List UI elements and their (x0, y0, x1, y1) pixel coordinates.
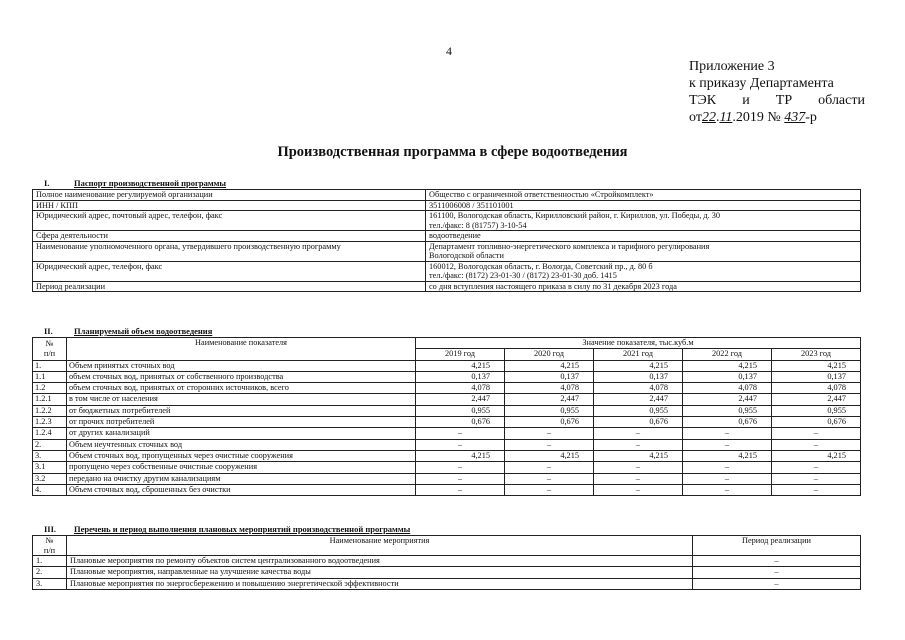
row-number: 1.2 (33, 383, 67, 394)
appendix-line-2: к приказу Департамента (689, 76, 834, 91)
row-name: от других канализаций (67, 428, 416, 439)
row-value: – (772, 428, 861, 439)
table-row (33, 371, 861, 382)
row-value: – (505, 473, 594, 484)
passport-label: ИНН / КПП (33, 200, 426, 211)
passport-value (426, 281, 861, 292)
row-name: передано на очистку другим канализациям (67, 473, 416, 484)
col-value-header: Значение показателя, тыс.куб.м (416, 338, 861, 349)
row-value: – (594, 473, 683, 484)
table-row (33, 556, 861, 567)
row-value: – (772, 473, 861, 484)
section-title: Планируемый объем водоотведения (74, 326, 213, 336)
row-value: – (772, 484, 861, 495)
row-value: 2,447 (416, 394, 505, 405)
row-value: 0,955 (772, 405, 861, 416)
order-number: 437 (784, 110, 806, 125)
row-number: 1.2.3 (33, 417, 67, 428)
passport-value-line: 161100, Вологодская область, Кирилловский район, г. Кириллов, ул. Победы, д. 30 (429, 211, 721, 220)
row-value: 0,676 (594, 417, 683, 428)
row-number: 3.1 (33, 462, 67, 473)
col-num-header: № п/п (33, 536, 67, 556)
passport-row (33, 241, 861, 261)
passport-row (33, 231, 861, 242)
row-value: – (772, 462, 861, 473)
row-number: 3. (33, 450, 67, 461)
row-value: – (594, 428, 683, 439)
table-row (33, 578, 861, 589)
section-title: Перечень и период выполнения плановых мероприятий производственной программы (74, 524, 411, 534)
row-value: – (683, 484, 772, 495)
passport-value-line: Общество с ограниченной ответственностью «Стройкомплект» (429, 190, 654, 199)
row-name: Объем сточных вод, сброшенных без очистки (67, 484, 416, 495)
passport-table (32, 189, 861, 292)
table-row (33, 484, 861, 495)
passport-label: Юридический адрес, почтовый адрес, телефон, факс (33, 211, 426, 231)
date-day: 22 (701, 110, 716, 125)
appendix-header (689, 58, 865, 126)
passport-value (426, 241, 861, 261)
year-header: 2020 год (505, 349, 594, 360)
appendix-word: области (818, 93, 865, 108)
row-number: 4. (33, 484, 67, 495)
row-value: 4,215 (416, 360, 505, 371)
table-row (33, 462, 861, 473)
passport-value-line: Вологодской области (429, 251, 504, 260)
table-row (33, 405, 861, 416)
passport-row (33, 190, 861, 201)
measure-name: Плановые мероприятия, направленные на улучшение качества воды (67, 567, 693, 578)
row-value: 4,215 (683, 360, 772, 371)
page-number: 4 (446, 44, 452, 58)
row-value: 4,215 (505, 360, 594, 371)
row-value: 2,447 (594, 394, 683, 405)
section-3-heading (44, 524, 410, 534)
table-row (33, 417, 861, 428)
section-1-heading (44, 178, 226, 188)
table-row (33, 450, 861, 461)
passport-value (426, 231, 861, 242)
row-value: – (416, 428, 505, 439)
table-row (33, 567, 861, 578)
row-value: 4,078 (683, 383, 772, 394)
appendix-date-line: от22.11.2019 № 437-р (689, 110, 817, 125)
year-header: 2023 год (772, 349, 861, 360)
passport-value (426, 211, 861, 231)
row-value: 0,137 (416, 371, 505, 382)
row-number: 2. (33, 567, 67, 578)
measure-period: – (693, 556, 861, 567)
row-value: 0,676 (505, 417, 594, 428)
row-number: 3.2 (33, 473, 67, 484)
table-row (33, 360, 861, 371)
order-suffix: -р (805, 110, 817, 125)
passport-value-line: 160012, Вологодская область, г. Вологда, Советский пр., д. 80 б (429, 261, 653, 271)
section-number: II. (44, 326, 53, 336)
passport-label: Период реализации (33, 281, 426, 292)
row-value: – (416, 473, 505, 484)
row-number: 3. (33, 578, 67, 589)
row-name: Объем сточных вод, пропущенных через очистные сооружения (67, 450, 416, 461)
row-value: – (416, 484, 505, 495)
row-name: от бюджетных потребителей (67, 405, 416, 416)
row-number: 1.2.1 (33, 394, 67, 405)
date-year: .2019 № (732, 110, 781, 125)
row-value: 0,137 (772, 371, 861, 382)
appendix-word: ТЭК (689, 93, 717, 108)
table-row (33, 473, 861, 484)
table-row (33, 383, 861, 394)
row-value: 4,078 (416, 383, 505, 394)
passport-row (33, 281, 861, 292)
row-name: пропущено через собственные очистные сооружения (67, 462, 416, 473)
row-value: 4,215 (505, 450, 594, 461)
row-number: 1. (33, 360, 67, 371)
row-value: 0,137 (683, 371, 772, 382)
appendix-line-3 (689, 92, 865, 109)
passport-label: Юридический адрес, телефон, факс (33, 261, 426, 281)
row-value: – (683, 473, 772, 484)
col-period-header: Период реализации (693, 536, 861, 556)
row-value: – (594, 439, 683, 450)
year-header: 2019 год (416, 349, 505, 360)
row-value: – (683, 439, 772, 450)
date-month: 11 (719, 110, 733, 125)
section-number: III. (44, 524, 57, 534)
row-number: 1. (33, 556, 67, 567)
year-header: 2022 год (683, 349, 772, 360)
col-name-header: Наименование показателя (67, 338, 416, 361)
section-2-heading (44, 326, 212, 336)
row-value: – (505, 439, 594, 450)
table-row (33, 394, 861, 405)
appendix-word: и (742, 93, 750, 108)
row-value: 2,447 (505, 394, 594, 405)
passport-value-line: со дня вступления настоящего приказа в силу по 31 декабря 2023 года (429, 281, 677, 291)
row-value: 4,215 (683, 450, 772, 461)
row-value: – (416, 462, 505, 473)
passport-value-line: Департамент топливно-энергетического комплекса и тарифного регулирования (429, 241, 710, 251)
row-value: 0,955 (505, 405, 594, 416)
document-title: Производственная программа в сфере водоотведения (277, 144, 628, 160)
row-value: – (594, 484, 683, 495)
passport-value-line: водоотведение (429, 231, 481, 240)
row-value: 2,447 (683, 394, 772, 405)
row-value: – (772, 439, 861, 450)
row-value: 0,955 (683, 405, 772, 416)
passport-row (33, 261, 861, 281)
row-value: 4,215 (594, 360, 683, 371)
row-value: – (505, 428, 594, 439)
row-value: 0,137 (594, 371, 683, 382)
date-prefix: от (689, 110, 702, 125)
row-number: 1.2.2 (33, 405, 67, 416)
row-name: объем сточных вод, принятых от сторонних источников, всего (67, 383, 416, 394)
row-value: 0,137 (505, 371, 594, 382)
passport-row (33, 200, 861, 211)
row-name: Объем принятых сточных вод (67, 360, 416, 371)
row-name: в том числе от населения (67, 394, 416, 405)
passport-value (426, 200, 861, 211)
row-value: 0,955 (594, 405, 683, 416)
measure-period: – (693, 578, 861, 589)
measure-name: Плановые мероприятия по ремонту объектов систем централизованного водоотведения (67, 556, 693, 567)
row-number: 2. (33, 439, 67, 450)
row-value: 4,215 (416, 450, 505, 461)
passport-label: Сфера деятельности (33, 231, 426, 242)
appendix-line-1: Приложение 3 (689, 59, 775, 74)
appendix-word: ТР (775, 93, 793, 108)
row-value: 4,215 (772, 450, 861, 461)
row-value: 0,955 (416, 405, 505, 416)
row-value: 0,676 (416, 417, 505, 428)
row-value: 2,447 (772, 394, 861, 405)
passport-row (33, 211, 861, 231)
row-name: от прочих потребителей (67, 417, 416, 428)
passport-label: Наименование уполномоченного органа, утвердившего производственную программу (33, 241, 426, 261)
passport-value (426, 190, 861, 201)
passport-value (426, 261, 861, 281)
passport-value-line: 3511006008 / 351101001 (429, 200, 514, 210)
row-name: объем сточных вод, принятых от собственного производства (67, 371, 416, 382)
section-title: Паспорт производственной программы (74, 178, 227, 188)
row-value: 4,078 (505, 383, 594, 394)
year-header: 2021 год (594, 349, 683, 360)
row-value: 4,215 (772, 360, 861, 371)
row-value: 4,078 (772, 383, 861, 394)
table-row (33, 428, 861, 439)
passport-label: Полное наименование регулируемой организации (33, 190, 426, 201)
passport-value-line: тел./факс: 8 (81757) 3-10-54 (429, 220, 527, 230)
measures-table (32, 535, 861, 590)
row-name: Объем неучтенных сточных вод (67, 439, 416, 450)
col-name-header: Наименование мероприятия (67, 536, 693, 556)
row-value: – (505, 462, 594, 473)
row-value: 4,215 (594, 450, 683, 461)
row-value: 0,676 (683, 417, 772, 428)
measure-period: – (693, 567, 861, 578)
row-value: – (505, 484, 594, 495)
row-number: 1.1 (33, 371, 67, 382)
section-number: I. (44, 178, 50, 188)
row-value: 0,676 (772, 417, 861, 428)
volume-table (32, 337, 861, 496)
row-number: 1.2.4 (33, 428, 67, 439)
row-value: – (594, 462, 683, 473)
row-value: – (416, 439, 505, 450)
measure-name: Плановые мероприятия по энергосбережению и повышению энергетической эффективности (67, 578, 693, 589)
row-value: – (683, 462, 772, 473)
row-value: – (683, 428, 772, 439)
passport-value-line: тел./факс: (8172) 23-01-30 / (8172) 23-01-30 доб. 1415 (429, 271, 617, 280)
row-value: 4,078 (594, 383, 683, 394)
col-num-header: № п/п (33, 338, 67, 361)
table-row (33, 439, 861, 450)
